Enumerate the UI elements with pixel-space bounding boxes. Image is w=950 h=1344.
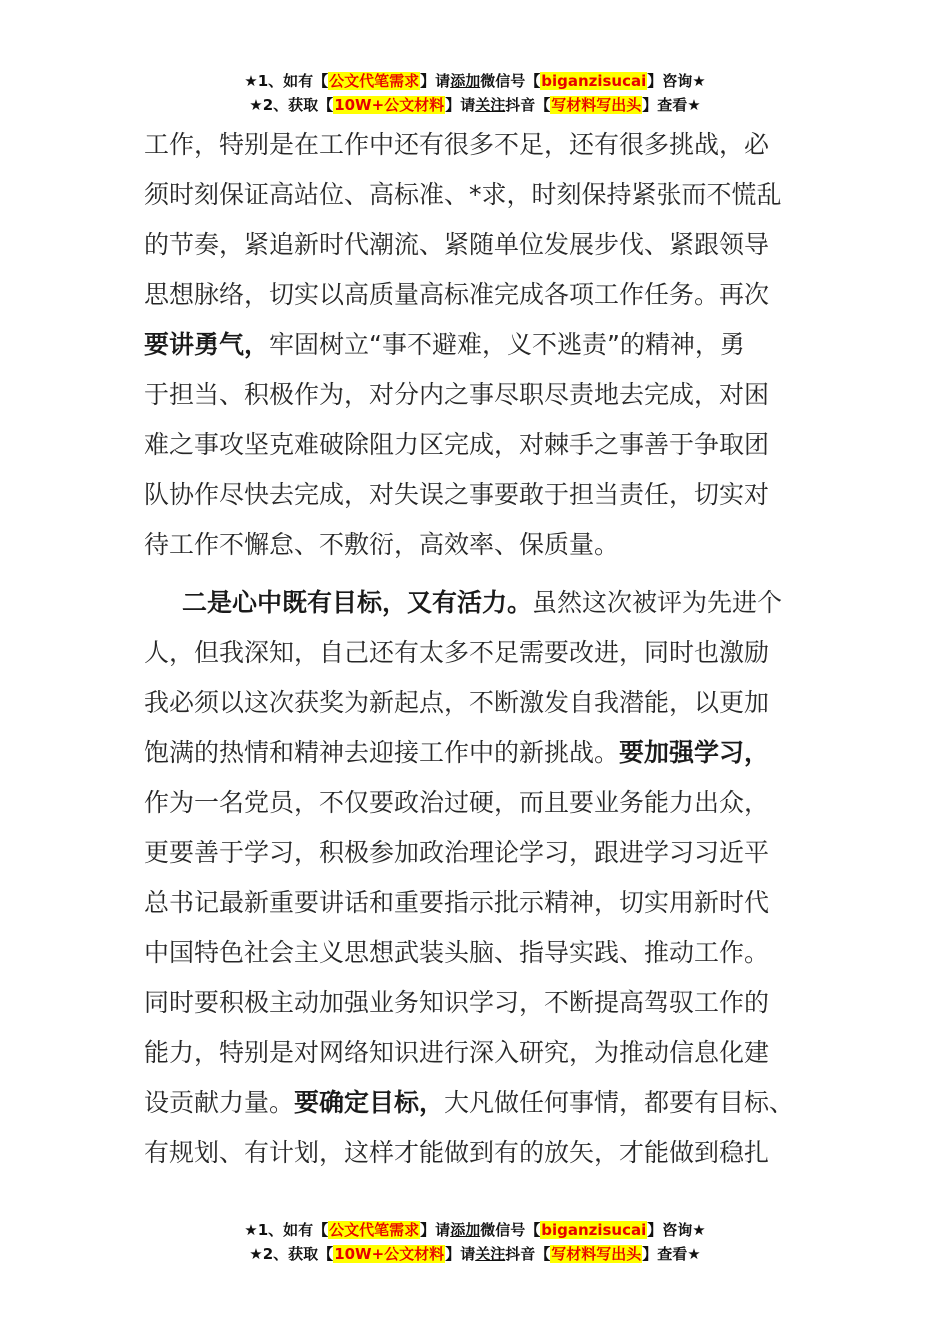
text-line: 要讲勇气，牢固树立“事不避难，义不逃责”的精神，勇	[144, 330, 745, 359]
text-line: 能力，特别是对网络知识进行深入研究，为推动信息化建	[144, 1038, 770, 1067]
text-line: 作为一名党员，不仅要政治过硬，而且要业务能力出众，	[144, 788, 770, 817]
text-line: 思想脉络，切实以高质量高标准完成各项工作任务。再次	[144, 280, 770, 309]
text-line: 队协作尽快去完成，对失误之事要敢于担当责任，切实对	[144, 480, 770, 509]
text-line: 总书记最新重要讲话和重要指示批示精神，切实用新时代	[144, 888, 770, 917]
text-line: 难之事攻坚克难破除阻力区完成，对棘手之事善于争取团	[144, 430, 770, 459]
highlight-douyin: 写材料写出头	[551, 1245, 642, 1263]
text-line: 须时刻保证高站位、高标准、*求，时刻保持紧张而不慌乱	[144, 180, 782, 209]
highlight-materials: 10W+公文材料	[334, 1245, 445, 1263]
banner-line-2: ★2、获取【10W+公文材料】请关注抖音【写材料写出头】查看★	[249, 96, 701, 114]
banner-line-1: ★1、如有【公文代笔需求】请添加微信号【biganzisucai】咨询★	[244, 1221, 706, 1239]
emphasis-goal: 要确定目标，	[294, 1088, 445, 1117]
paragraph-heading-line: 二是心中既有目标，又有活力。虽然这次被评为先进个	[182, 588, 783, 617]
banner-line-1: ★1、如有【公文代笔需求】请添加微信号【biganzisucai】咨询★	[244, 72, 706, 90]
highlight-wechat-id: biganzisucai	[541, 72, 647, 90]
footer-banner	[0, 1218, 950, 1266]
emphasis-courage: 要讲勇气，	[144, 330, 270, 359]
section-heading: 二是心中既有目标，又有活力。	[182, 588, 533, 617]
text-line: 于担当、积极作为，对分内之事尽职尽责地去完成，对困	[144, 380, 770, 409]
header-banner	[0, 69, 950, 117]
text-line: 饱满的热情和精神去迎接工作中的新挑战。要加强学习，	[144, 738, 770, 767]
text-line: 人，但我深知，自己还有太多不足需要改进，同时也激励	[144, 638, 770, 667]
highlight-douyin: 写材料写出头	[551, 96, 642, 114]
highlight-wechat-id: biganzisucai	[541, 1221, 647, 1239]
text-line: 的节奏，紧追新时代潮流、紧随单位发展步伐、紧跟领导	[144, 230, 770, 259]
text-line: 中国特色社会主义思想武装头脑、指导实践、推动工作。	[144, 938, 770, 967]
paragraph-gap	[144, 570, 834, 578]
text-line: 待工作不懈怠、不敷衍，高效率、保质量。	[144, 530, 620, 559]
text-line: 工作，特别是在工作中还有很多不足，还有很多挑战，必	[144, 130, 770, 159]
emphasis-study: 要加强学习，	[619, 738, 770, 767]
text-line: 设贡献力量。要确定目标，大凡做任何事情，都要有目标、	[144, 1088, 795, 1117]
highlight-service: 公文代笔需求	[329, 1221, 420, 1239]
text-line: 我必须以这次获奖为新起点，不断激发自我潜能，以更加	[144, 688, 770, 717]
highlight-materials: 10W+公文材料	[334, 96, 445, 114]
highlight-service: 公文代笔需求	[329, 72, 420, 90]
banner-line-2: ★2、获取【10W+公文材料】请关注抖音【写材料写出头】查看★	[249, 1245, 701, 1263]
text-line: 同时要积极主动加强业务知识学习，不断提高驾驭工作的	[144, 988, 770, 1017]
document-body	[144, 120, 834, 1178]
text-line: 更要善于学习，积极参加政治理论学习，跟进学习习近平	[144, 838, 770, 867]
text-line: 有规划、有计划，这样才能做到有的放矢，才能做到稳扎	[144, 1138, 770, 1167]
